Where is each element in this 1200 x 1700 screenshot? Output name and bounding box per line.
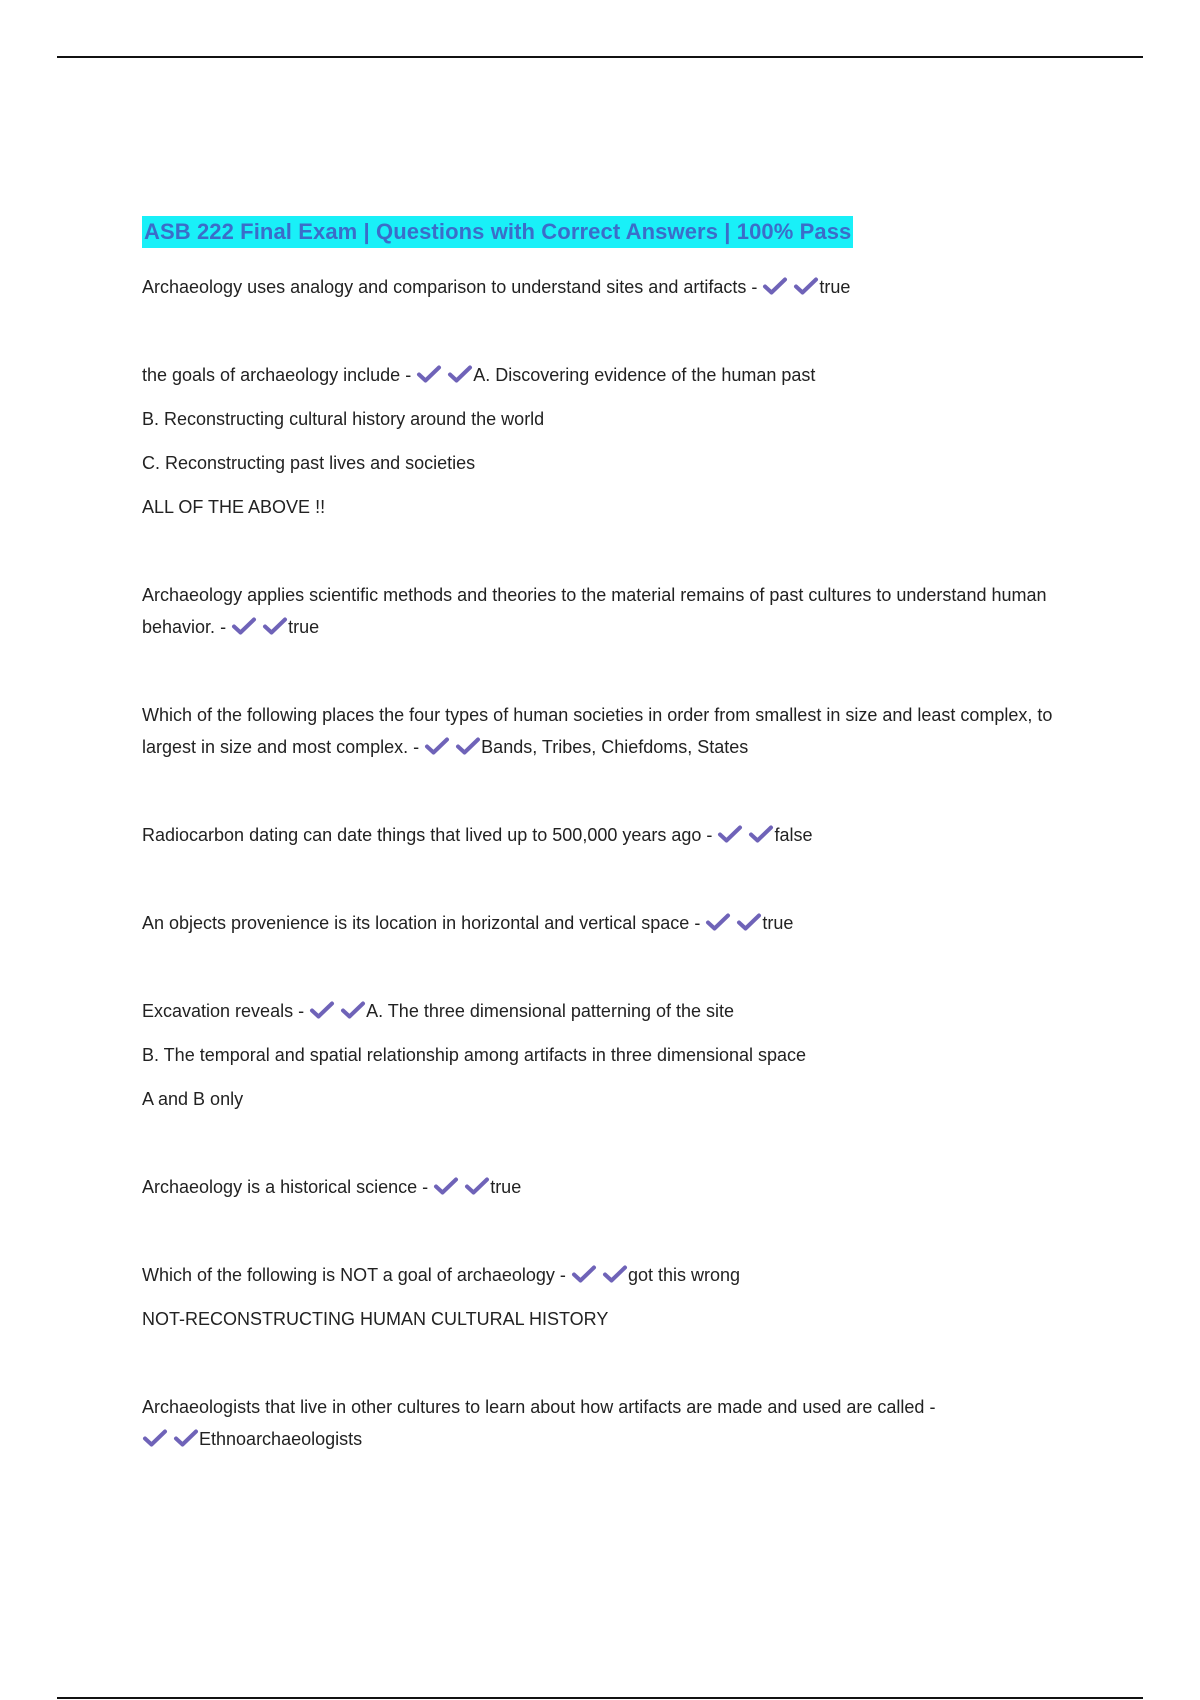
answer-line: A and B only [142,1089,244,1109]
qa-item [142,995,1072,1115]
separator: - [929,1397,936,1417]
qa-item [142,1259,1072,1335]
qa-list [142,271,1072,1455]
separator: - [413,737,420,757]
item-spacer [142,863,1072,907]
question-text: Archaeology is a historical science [142,1177,418,1197]
answer-text: got this wrong [627,1265,740,1285]
checkmark-icon [736,913,762,931]
checkmark-icon [142,1429,168,1447]
qa-item [142,699,1072,763]
question-text: Radiocarbon dating can date things that lived up to 500,000 years ago [142,825,702,845]
qa-item [142,819,1072,851]
answer-line: C. Reconstructing past lives and societies [142,453,476,473]
question-line [142,271,1072,303]
top-rule [57,56,1143,58]
question-text: Excavation reveals [142,1001,294,1021]
qa-item [142,1391,1072,1455]
answer-line: B. The temporal and spatial relationship among artifacts in three dimensional space [142,1045,807,1065]
separator: - [405,365,412,385]
answer-group [717,819,812,851]
separator: - [298,1001,305,1021]
qa-item [142,907,1072,939]
item-spacer [142,535,1072,579]
question-line [142,907,1072,939]
question-line [142,995,1072,1027]
item-spacer [142,1127,1072,1171]
answer-text: true [490,1177,522,1197]
checkmark-icon [717,825,743,843]
checkmark-icon [705,913,731,931]
question-text: the goals of archaeology include [142,365,401,385]
title-block [142,216,1072,251]
document-title: ASB 222 Final Exam | Questions with Correct Answers | 100% Pass [142,216,853,248]
answer-group [142,1423,362,1455]
item-spacer [142,655,1072,699]
answer-line: ALL OF THE ABOVE !! [142,497,326,517]
checkmark-icon [416,365,442,383]
answer-text: true [762,913,794,933]
answer-line: B. Reconstructing cultural history around the world [142,409,545,429]
checkmark-icon [231,617,257,635]
separator: - [220,617,227,637]
item-spacer [142,1347,1072,1391]
separator: - [694,913,701,933]
bottom-rule [57,1697,1143,1699]
qa-item [142,579,1072,643]
question-line [142,359,1072,391]
answer-text: true [288,617,320,637]
question-text: Archaeology uses analogy and comparison to understand sites and artifacts [142,277,747,297]
question-line [142,699,1072,763]
checkmark-icon [433,1177,459,1195]
checkmark-icon [262,617,288,635]
answer-group [705,907,793,939]
answer-text: A. The three dimensional patterning of the site [366,1001,735,1021]
checkmark-icon [455,737,481,755]
checkmark-icon [340,1001,366,1019]
item-spacer [142,1215,1072,1259]
question-text: Which of the following is NOT a goal of archaeology [142,1265,555,1285]
checkmark-icon [571,1265,597,1283]
answer-group [416,359,815,391]
answer-text: true [819,277,851,297]
answer-text: A. Discovering evidence of the human past [473,365,816,385]
qa-item [142,271,1072,303]
item-spacer [142,775,1072,819]
answer-group [231,611,319,643]
question-text: Archaeology applies scientific methods and theories to the material remains of past cultures to understand human behavior. [142,585,1047,637]
item-spacer [142,315,1072,359]
checkmark-icon [748,825,774,843]
question-line [142,1259,1072,1291]
separator: - [422,1177,429,1197]
checkmark-icon [602,1265,628,1283]
question-text: An objects provenience is its location in horizontal and vertical space [142,913,690,933]
answer-line: NOT-RECONSTRUCTING HUMAN CULTURAL HISTORY [142,1309,609,1329]
checkmark-icon [309,1001,335,1019]
question-line [142,1391,1072,1455]
answer-group [424,731,748,763]
answer-group [309,995,734,1027]
separator: - [706,825,713,845]
item-spacer [142,951,1072,995]
answer-group [762,271,850,303]
answer-text: Ethnoarchaeologists [199,1429,363,1449]
separator: - [751,277,758,297]
question-line [142,819,1072,851]
separator: - [559,1265,566,1285]
qa-item [142,359,1072,523]
checkmark-icon [464,1177,490,1195]
answer-group [571,1259,740,1291]
answer-text: false [774,825,813,845]
checkmark-icon [762,277,788,295]
question-line [142,579,1072,643]
question-text: Which of the following places the four types of human societies in order from smallest in size and least complex, to largest in size and most complex. [142,705,1053,757]
checkmark-icon [173,1429,199,1447]
checkmark-icon [424,737,450,755]
document-body [142,216,1072,1467]
question-line [142,1171,1072,1203]
question-text: Archaeologists that live in other cultures to learn about how artifacts are made and used are called [142,1397,925,1417]
answer-text: Bands, Tribes, Chiefdoms, States [481,737,749,757]
answer-group [433,1171,521,1203]
qa-item [142,1171,1072,1203]
checkmark-icon [793,277,819,295]
checkmark-icon [447,365,473,383]
